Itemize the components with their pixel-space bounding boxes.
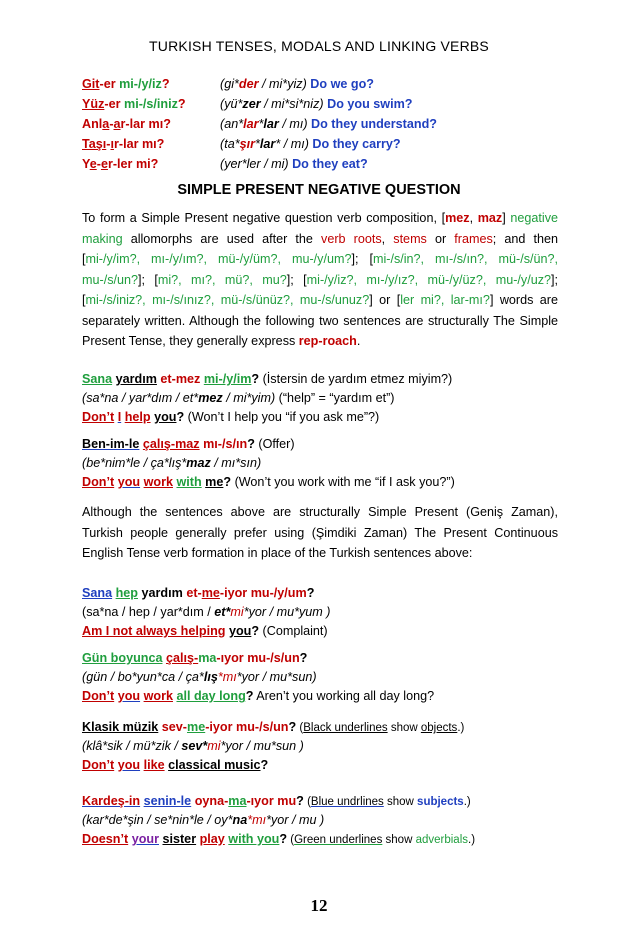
translation-line: Doesn’t your sister play with you? (Green underlines show adverbials.) [82, 832, 476, 846]
explanation-paragraph: Although the sentences above are structurally Simple Present (Geniş Zaman), Turkish people generally prefer using (Şimdiki Zaman) The Present Continuous English Tense verb formation in place of the Turkish sentences above: [82, 505, 558, 560]
example-sentence: Klasik müzik sev-me-iyor mu-/s/un? (Black underlines show objects.) [82, 720, 465, 734]
example-pronunciation: (gi*der / mi*yiz) Do we go? [220, 77, 374, 91]
example-sentence: Ben-im-le çalış-maz mı-/s/ın? (Offer) [82, 437, 295, 451]
example-turkish: Taşı-ır-lar mı? [82, 137, 165, 151]
pronunciation-line: (gün / bo*yun*ca / ça*lış*mı*yor / mu*sun) [82, 670, 317, 684]
pronunciation-line: (be*nim*le / ça*lış*maz / mı*sın) [82, 456, 262, 470]
pronunciation-line: (sa*na / hep / yar*dım / et*mi*yor / mu*yum ) [82, 605, 331, 619]
intro-paragraph: To form a Simple Present negative question verb composition, [mez, maz] negative making allomorphs are used after the verb roots, stems or frames; and then [mi-/y/im?, mı-/y/ım?, mü-/y/üm?, mu-/y/um?]; [mi-/s/in?, mı-/s/ın?, mü-/s/ün?, mu-/s/un?]; [mi?, mı?, mü?, mu?]; [mi-/y/iz?, mı-/y/ız?, mü-/y/üz?, mu-/y/uz?]; [mi-/s/iniz?, mı-/s/ınız?, mü-/s/ünüz?, mu-/s/unuz?] or [ler mi?, lar-mı?] words are separately written. Although the following two sentences are structurally The Simple Present Tense, they generally express rep-roach. [82, 211, 559, 348]
translation-line: Don’t you work with me? (Won’t you work with me “if I ask you?”) [82, 475, 455, 489]
pronunciation-line: (klâ*sik / mü*zik / sev*mi*yor / mu*sun ) [82, 739, 304, 753]
pronunciation-line: (sa*na / yar*dım / et*mez / mi*yim) (“help” = “yardım et”) [82, 391, 395, 405]
translation-line: Am I not always helping you? (Complaint) [82, 624, 328, 638]
example-turkish: Yüz-er mi-/s/iniz? [82, 97, 186, 111]
page-number: 12 [310, 896, 328, 915]
example-sentence: Sana yardım et-mez mi-/y/im? (İstersin de yardım etmez miyim?) [82, 372, 453, 386]
translation-line: Don’t you like classical music? [82, 758, 269, 772]
section-title: SIMPLE PRESENT NEGATIVE QUESTION [177, 182, 461, 198]
example-turkish: Git-er mi-/y/iz? [82, 77, 170, 91]
example-turkish: Anla-ar-lar mı? [82, 117, 171, 131]
example-sentence: Gün boyunca çalış-ma-ıyor mu-/s/un? [82, 651, 308, 665]
translation-line: Don’t you work all day long? Aren’t you working all day long? [82, 689, 435, 703]
translation-line: Don’t I help you? (Won’t I help you “if you ask me”?) [82, 410, 380, 424]
page-header: TURKISH TENSES, MODALS AND LINKING VERBS [149, 38, 489, 54]
example-sentence: Kardeş-in senin-le oyna-ma-ıyor mu? (Blue undrlines show subjects.) [82, 794, 471, 808]
example-pronunciation: (ta*şır*lar* / mı) Do they carry? [220, 137, 401, 151]
example-pronunciation: (yer*ler / mi) Do they eat? [220, 157, 368, 171]
example-sentence: Sana hep yardım et-me-iyor mu-/y/um? [82, 586, 315, 600]
example-turkish: Ye-er-ler mi? [82, 157, 159, 171]
example-pronunciation: (yü*zer / mi*si*niz) Do you swim? [220, 97, 413, 111]
pronunciation-line: (kar*de*şin / se*nin*le / oy*na*mı*yor / mu ) [82, 813, 325, 827]
example-pronunciation: (an*lar*lar / mı) Do they understand? [220, 117, 437, 131]
